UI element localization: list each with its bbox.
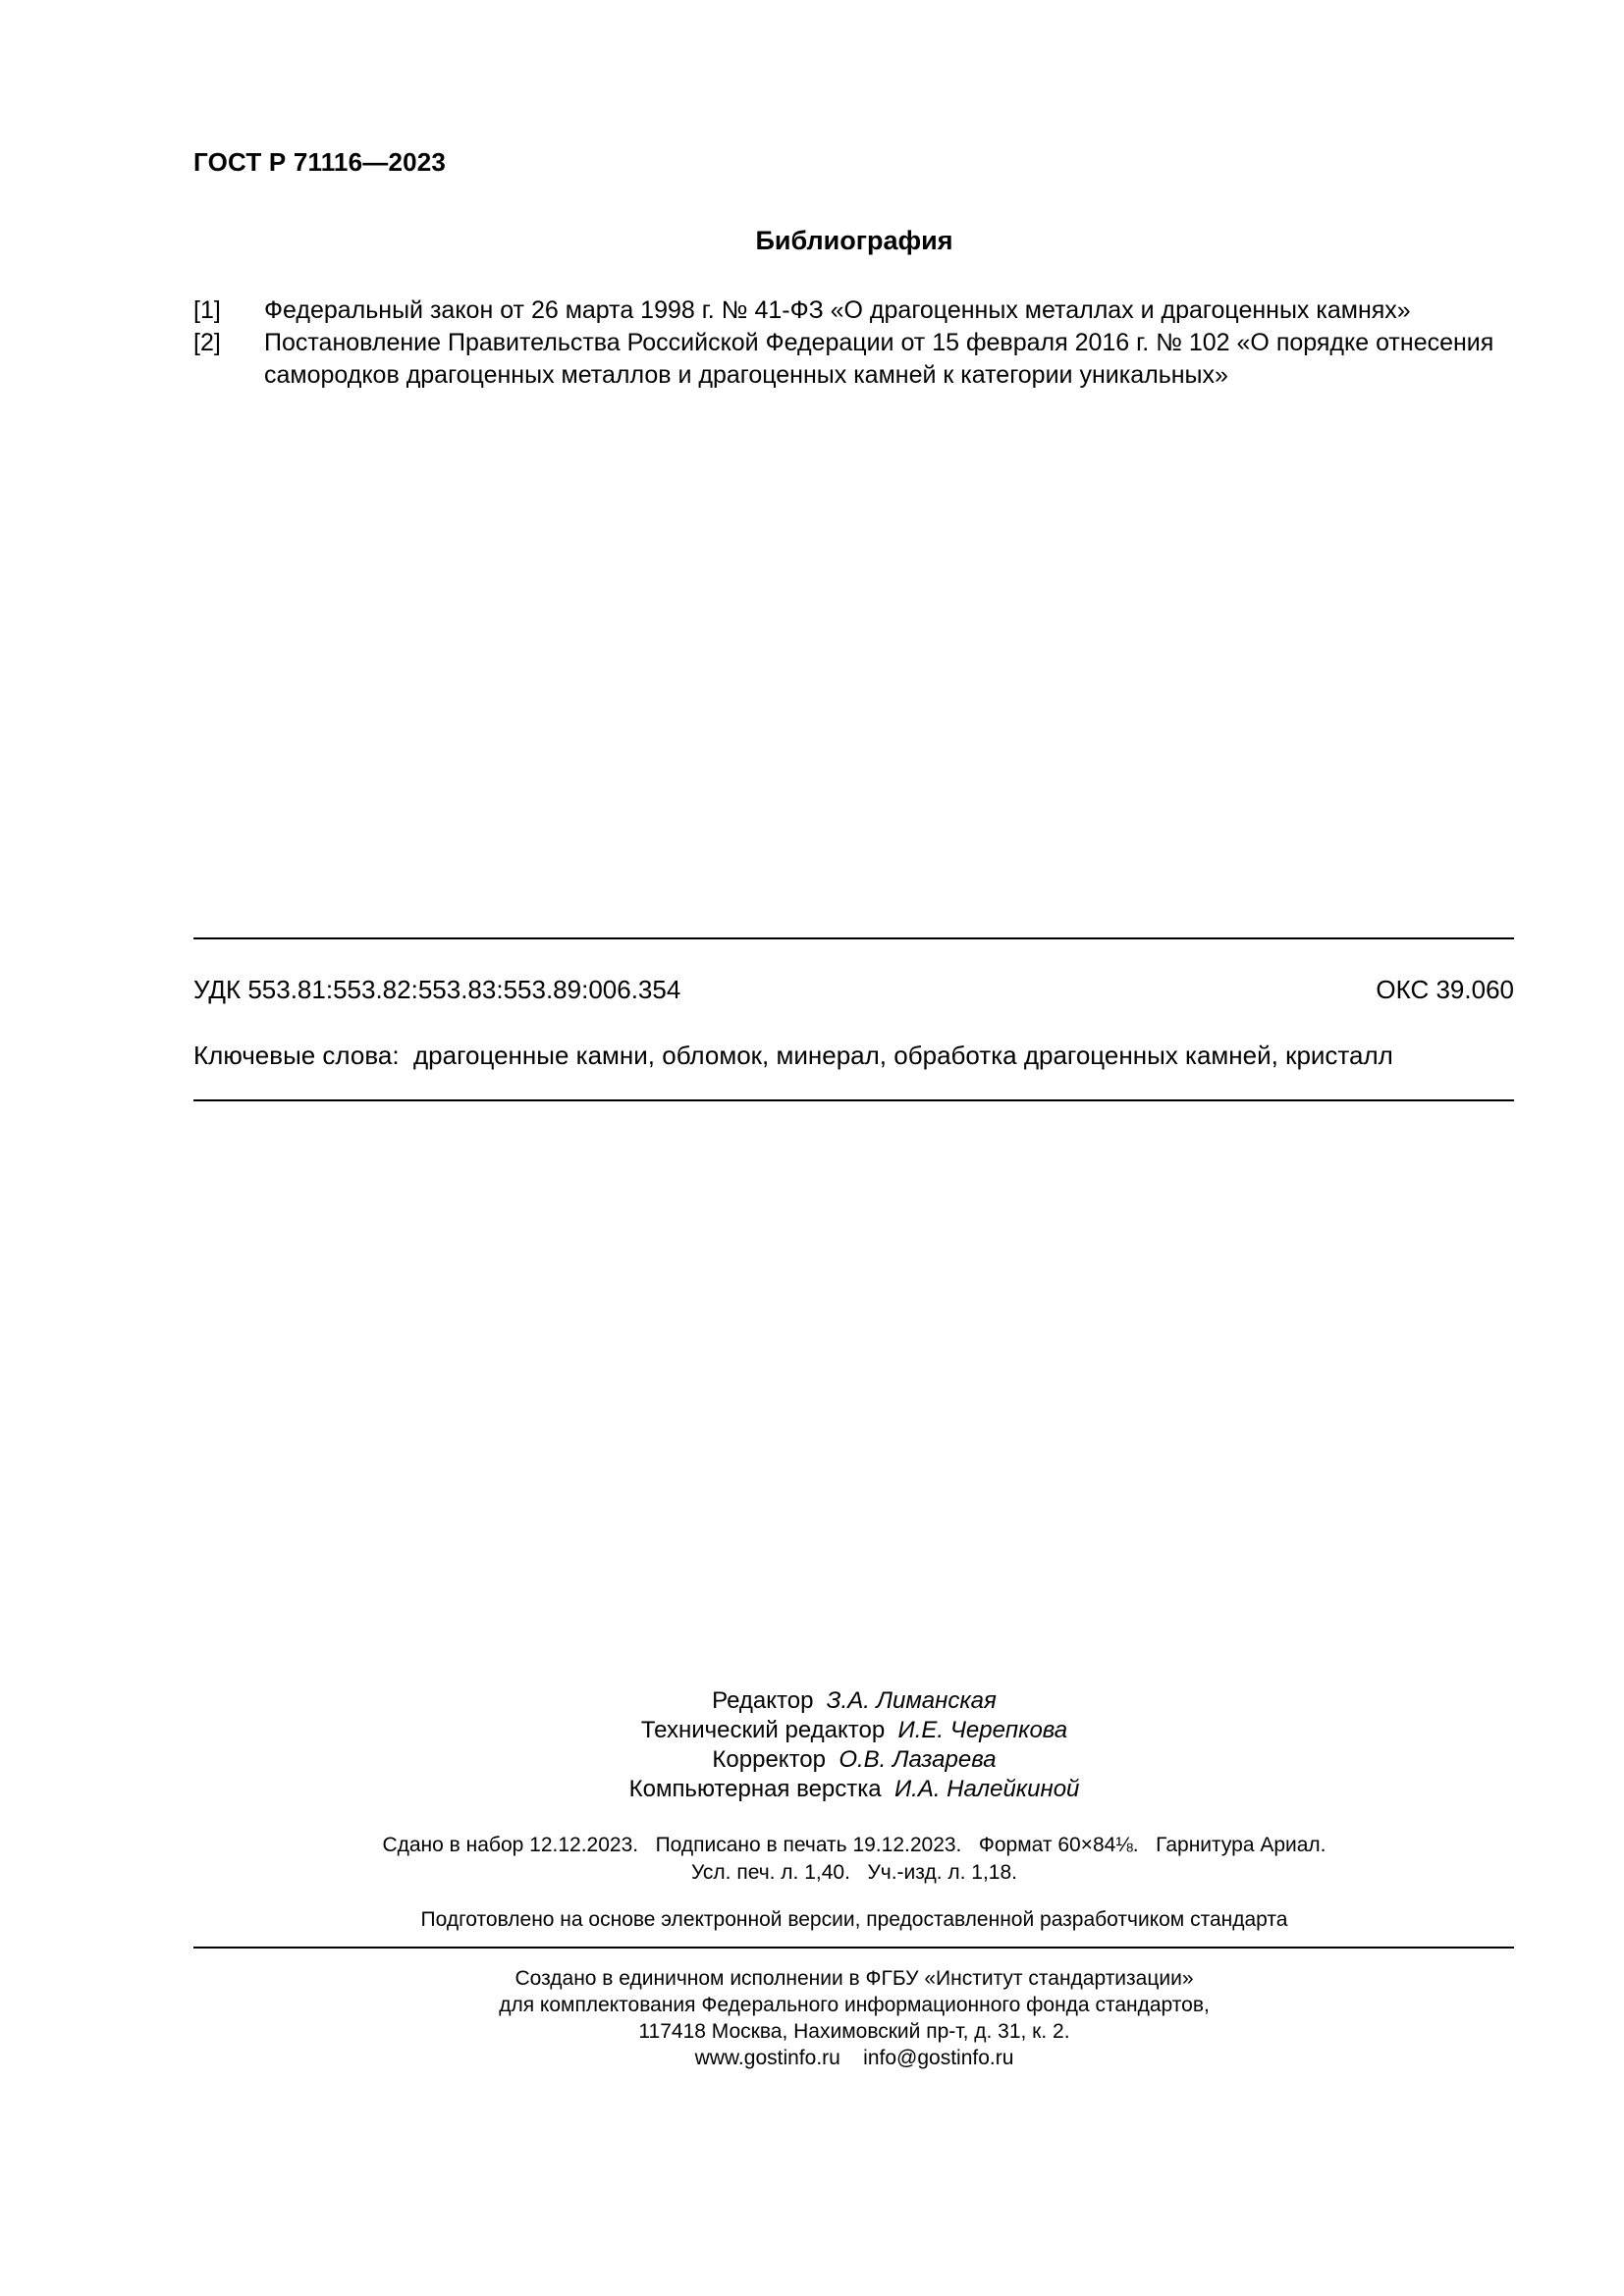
publisher-address: 117418 Москва, Нахимовский пр-т, д. 31, к. 2.: [638, 2020, 1070, 2043]
credit-proofreader: [0, 1745, 1624, 1775]
bibliography-item-text: Постановление Правительства Российской Федерации от 15 февраля 2016 г. № 102 «О порядке отнесения самородков драгоценных металлов и драгоценных камней к категории уникальных»: [264, 329, 1494, 389]
divider-publisher: [193, 1947, 1514, 1949]
bibliography-item: [193, 294, 1514, 327]
bibliography-title: Библиография: [755, 226, 953, 255]
prepared-note: Подготовлено на основе электронной версии, предоставленной разработчиком стандарта: [420, 1908, 1288, 1931]
credit-role: Редактор: [712, 1687, 814, 1714]
credit-role: Корректор: [712, 1746, 826, 1773]
credit-role: Компьютерная верстка: [628, 1776, 882, 1802]
keywords-label: Ключевые слова:: [193, 1041, 400, 1070]
udk-code: УДК 553.81:553.82:553.83:553.89:006.354: [193, 975, 681, 1004]
publisher-website-link[interactable]: www.gostinfo.ru: [694, 2047, 840, 2069]
credit-name: О.В. Лазарева: [839, 1746, 997, 1773]
print-info-line1: Сдано в набор 12.12.2023. Подписано в печать 19.12.2023. Формат 60×84⅛. Гарнитура Ариал.: [382, 1834, 1326, 1856]
bibliography-item-text: Федеральный закон от 26 марта 1998 г. № 41-ФЗ «О драгоценных металлах и драгоценных камнях»: [264, 296, 1411, 324]
oks-code: ОКС 39.060: [1376, 975, 1514, 1004]
credit-layout: [0, 1775, 1624, 1804]
document-code: ГОСТ Р 71116—2023: [193, 147, 447, 177]
keywords-list: драгоценные камни, обломок, минерал, обработка драгоценных камней, кристалл: [413, 1041, 1393, 1070]
keywords-line: [193, 1041, 1393, 1071]
bibliography-item-number: [2]: [193, 329, 221, 356]
credit-editor: [0, 1686, 1624, 1716]
divider-bottom: [193, 1099, 1514, 1101]
divider-top: [193, 937, 1514, 939]
publisher-block: [0, 1965, 1624, 2071]
bibliography-list: [193, 294, 1514, 392]
credit-name: И.А. Налейкиной: [893, 1776, 1080, 1802]
publisher-line1: Создано в единичном исполнении в ФГБУ «Институт стандартизации»: [514, 1967, 1194, 1990]
print-info-line2: Усл. печ. л. 1,40. Уч.-изд. л. 1,18.: [690, 1861, 1017, 1884]
bibliography-item: [193, 327, 1514, 392]
publisher-line2: для комплектования Федерального информационного фонда стандартов,: [499, 1994, 1210, 2016]
publisher-contacts: [0, 2045, 1624, 2071]
credits-block: [0, 1686, 1624, 1804]
print-info: [0, 1832, 1624, 1887]
credit-name: З.А. Лиманская: [826, 1687, 997, 1714]
credit-name: И.Е. Черепкова: [897, 1717, 1068, 1743]
bibliography-item-number: [1]: [193, 296, 221, 324]
publisher-email-link[interactable]: info@gostinfo.ru: [863, 2047, 1014, 2069]
credit-role: Технический редактор: [640, 1717, 886, 1743]
credit-technical-editor: [0, 1716, 1624, 1745]
